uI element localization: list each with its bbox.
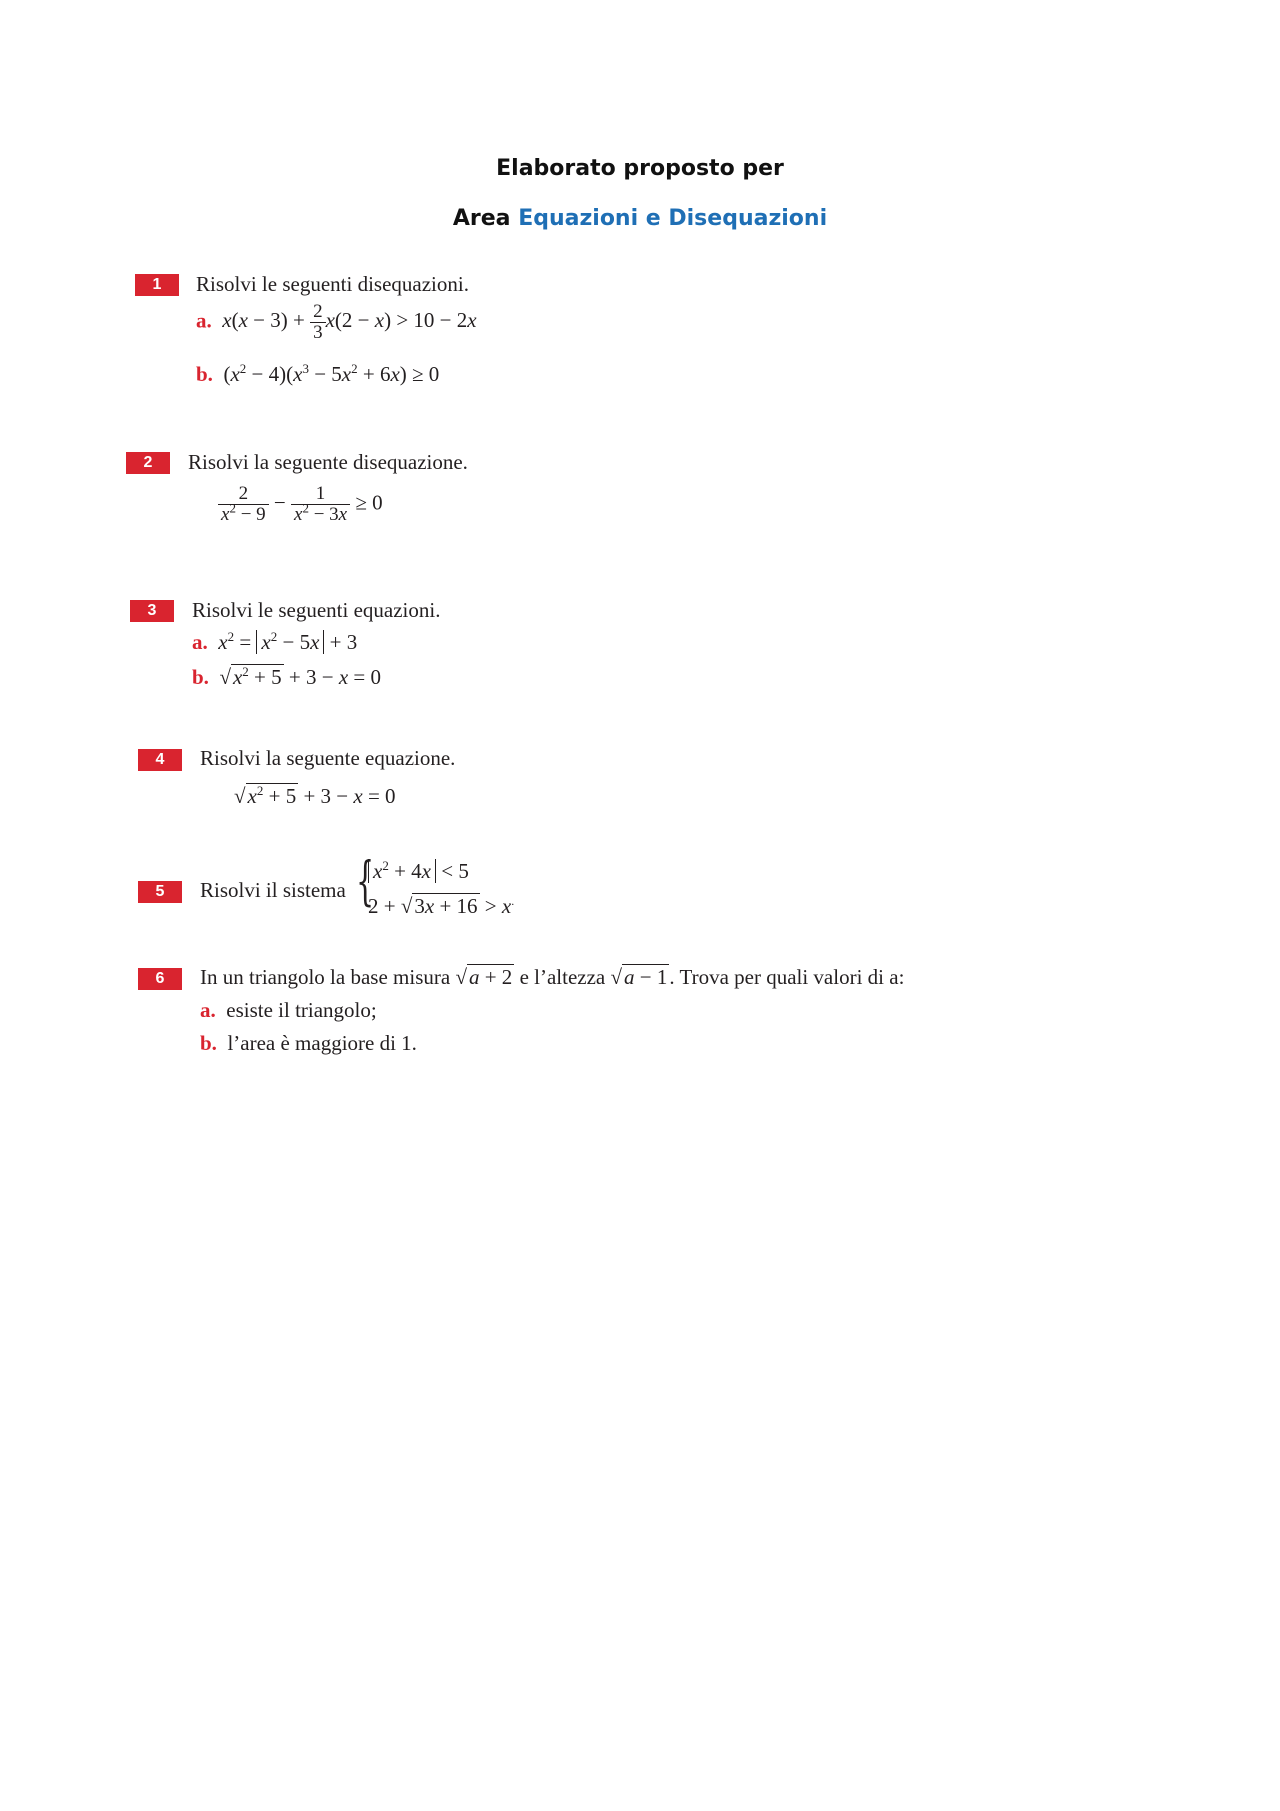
exercise-item-b [192,665,381,690]
item-text: l’area è maggiore di 1. [227,1031,417,1055]
exercise-prompt: Risolvi il sistema [200,878,346,902]
item-label: a. [196,308,212,333]
math-expression: $√x^2 + 5 + 3 - x = 0$ [219,664,381,689]
math-expression: $x^2 = x^2 - 5x + 3$ [218,629,358,654]
exercise-prompt: Risolvi la seguente disequazione. [188,450,468,474]
exercise-item-b [196,362,439,387]
exercise-prompt: Risolvi le seguenti disequazioni. [196,272,469,296]
math-expression: $(x^2 - 4)(x^3 - 5x^2 + 6x) \ge 0$ [223,361,440,386]
exercise-item-a [200,998,377,1023]
exercise-prompt [200,965,904,990]
math-expression: x(x − 3) + $\frac{2}{3}$ x(2 − x) > 10 − 2x [222,301,477,343]
exercise-number-badge: 5 [138,881,182,903]
system-equation-1: $x^2 + 4x < 5$ [368,859,469,884]
math-expression: $√x^2 + 5 + 3 - x = 0$ [234,783,396,808]
item-label: b. [196,362,213,386]
exercise-number-badge: 2 [126,452,170,474]
exercise-item-a [196,302,477,343]
item-label: a. [192,630,208,654]
exercise-number-badge: 1 [135,274,179,296]
item-label: b. [192,665,209,689]
math-expression: $\frac{2}{x^2 - 9}$ − $\frac{1}{x^2 - 3x}$ ≥ 0 [218,484,383,525]
document-title: Elaborato proposto per [496,156,784,181]
prompt-end: . Trova per quali valori di a: [669,965,905,989]
base-expression: √a + 2 [455,965,513,989]
exercise-number-badge: 3 [130,600,174,622]
item-text: esiste il triangolo; [226,998,377,1022]
item-label: b. [200,1031,217,1055]
exercise-item-a [192,630,357,655]
prompt-start: In un triangolo la base misura [200,965,451,989]
exercise-prompt: Risolvi le seguenti equazioni. [192,598,441,622]
item-label: a. [200,998,216,1022]
document-subtitle [0,206,1280,231]
exercise-number-badge: 4 [138,749,182,771]
subtitle-topic: Equazioni e Disequazioni [518,206,828,231]
exercise-number-badge: 6 [138,968,182,990]
system-equation-2: 2 + √3x + 16 > x. [368,894,515,918]
exercise-prompt: Risolvi la seguente equazione. [200,746,456,770]
prompt-mid: e l’altezza [519,965,606,989]
exercise-item-b [200,1031,417,1056]
subtitle-prefix: Area [452,206,511,231]
height-expression: √a − 1 [610,965,668,989]
system-brace: { [356,852,375,912]
